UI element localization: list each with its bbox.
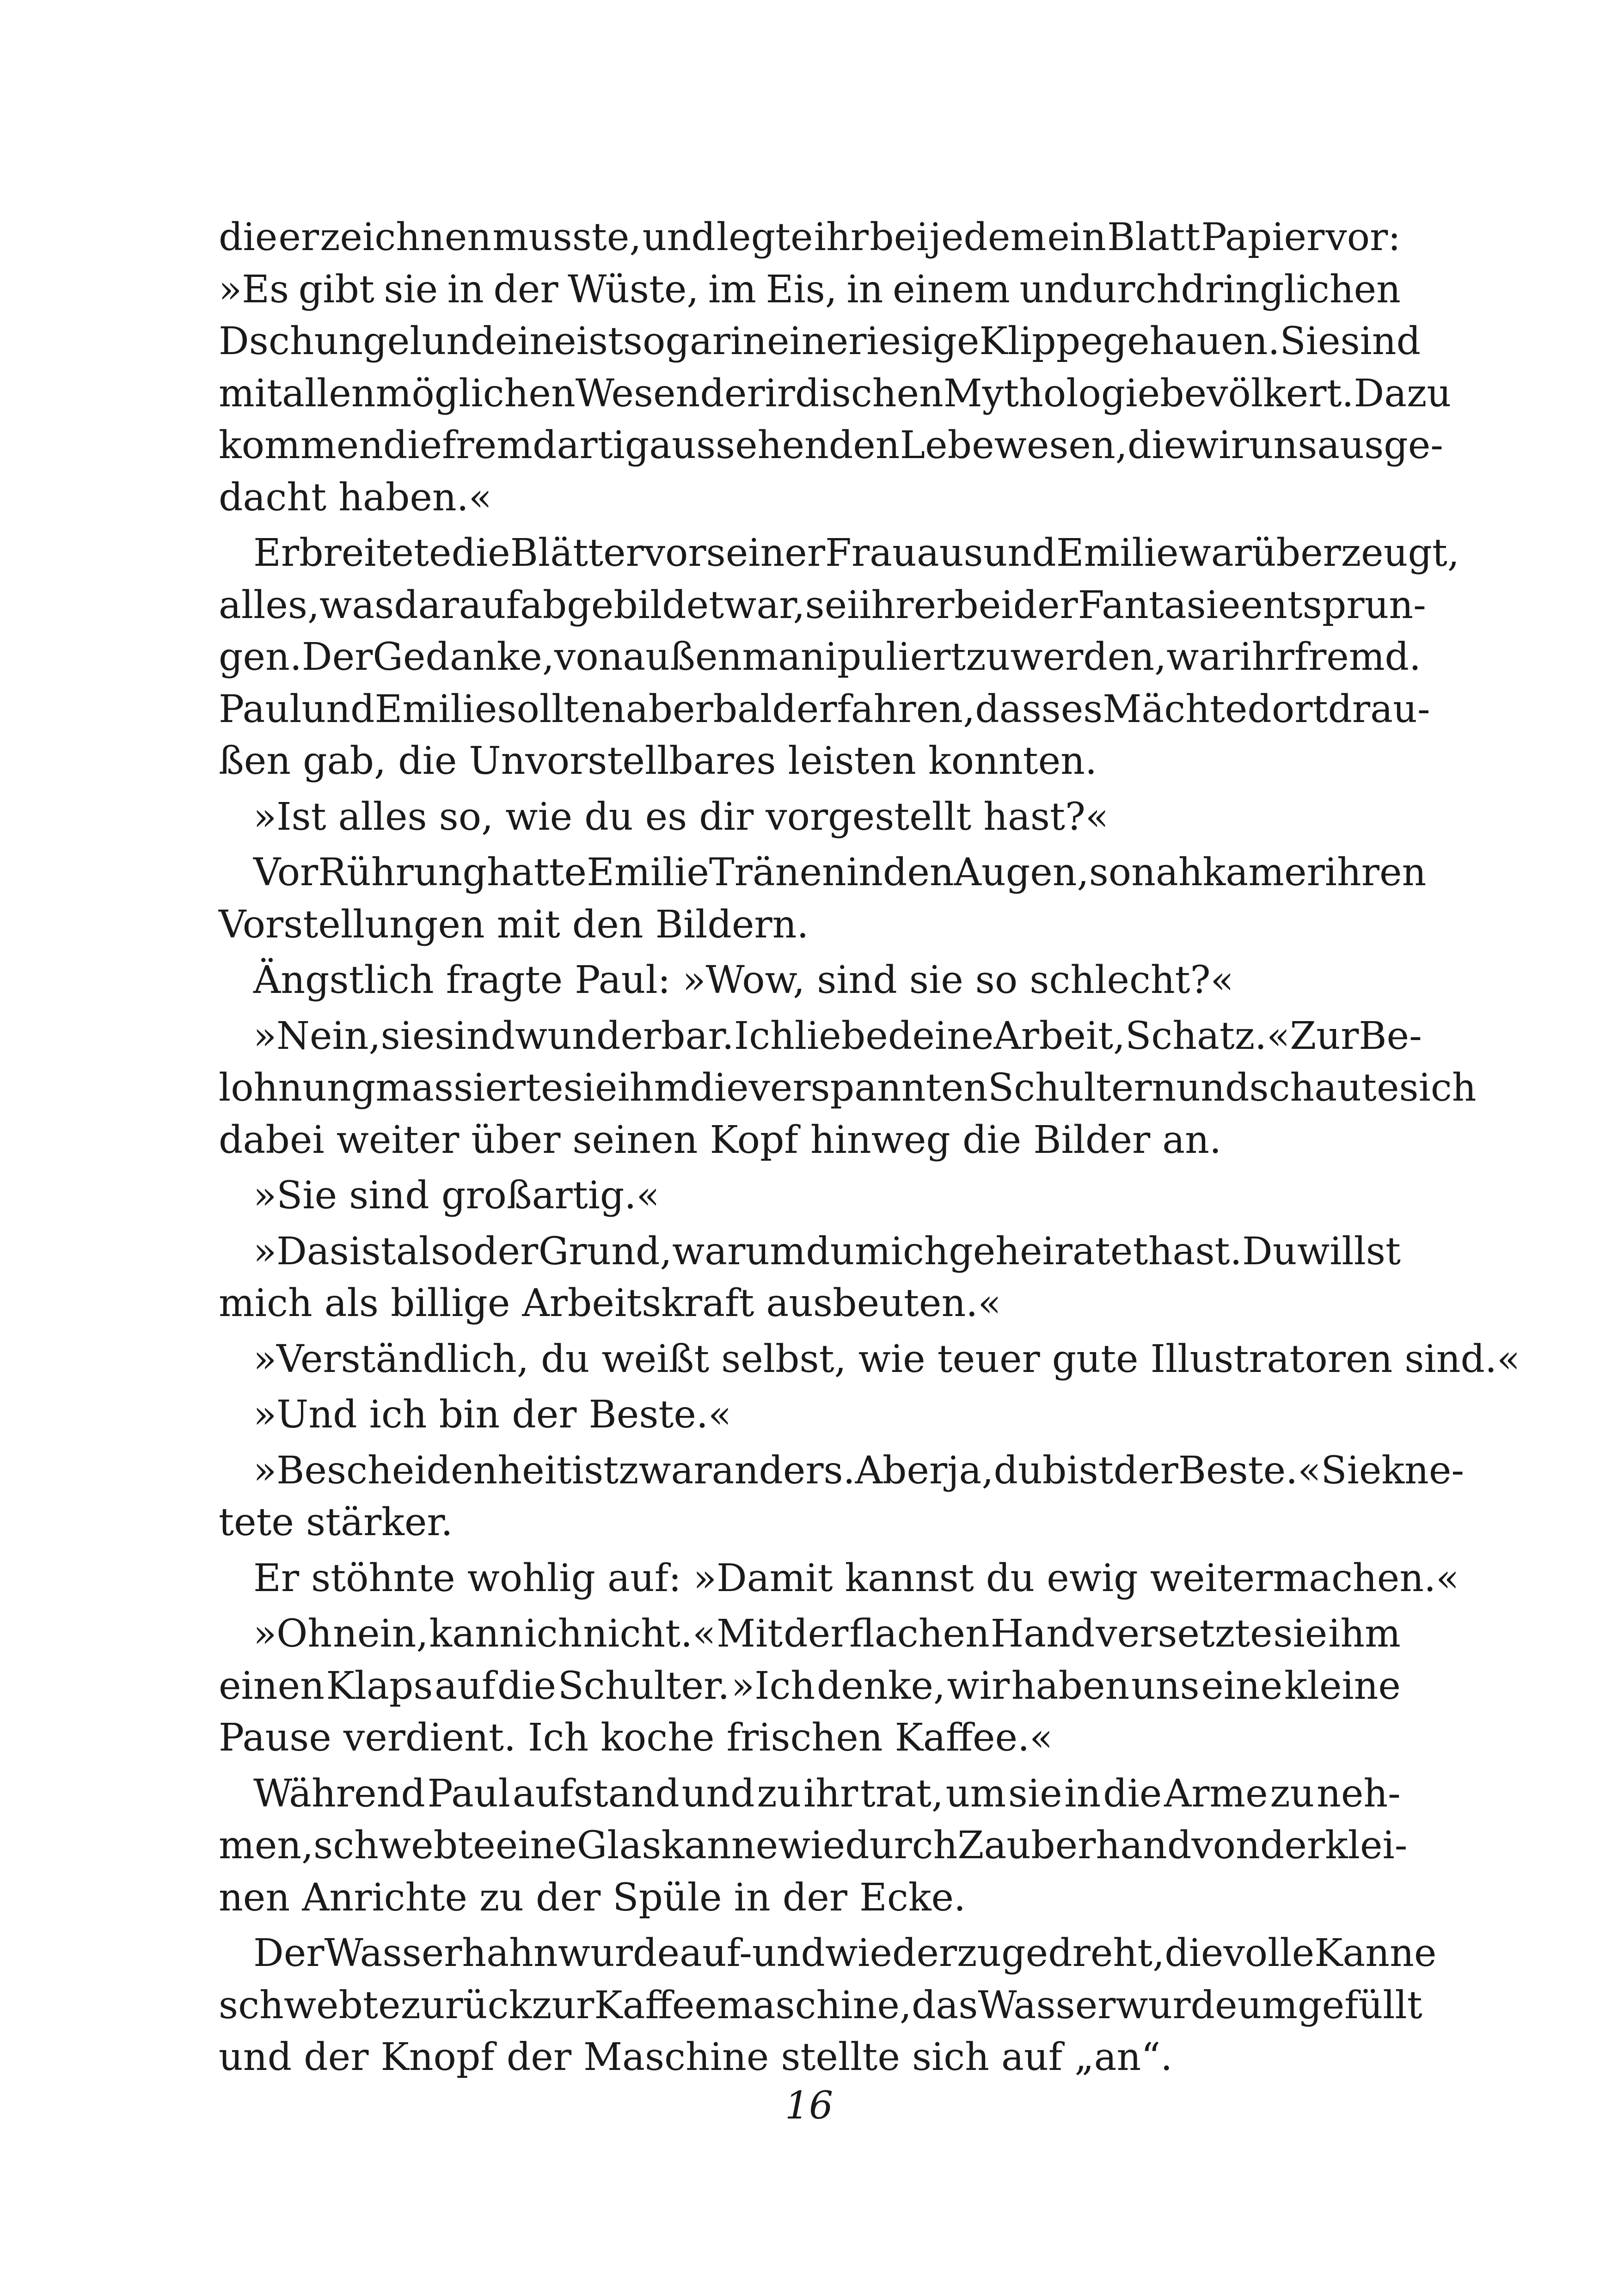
word: willst [1297, 1229, 1401, 1274]
word: werden, [1010, 635, 1167, 679]
word: ihm [1328, 1612, 1401, 1656]
word: die [1103, 1771, 1162, 1816]
word: ich [524, 1612, 582, 1656]
word: allen [282, 371, 376, 416]
word: die [451, 531, 510, 575]
word: darauf [394, 583, 520, 627]
word: manipuliert [742, 635, 966, 679]
word: gehauen. [1103, 319, 1280, 363]
word: kann [429, 1612, 524, 1656]
text-line [219, 1928, 1437, 1980]
word: außen [623, 635, 742, 679]
word: einem [892, 267, 1010, 312]
word: beider [954, 583, 1078, 627]
word: ihm [617, 1066, 690, 1110]
word: und [752, 1931, 825, 1975]
word: aber [625, 687, 713, 731]
word: schaute [1249, 1066, 1399, 1110]
word: eine [1201, 1664, 1283, 1708]
word: Schulter. [558, 1664, 730, 1708]
word: Arme [1164, 1771, 1268, 1816]
word: im [708, 267, 757, 312]
word: die [497, 1664, 556, 1708]
word: auf- [679, 1931, 752, 1975]
word: ihr [814, 215, 869, 259]
text-line [219, 527, 1459, 580]
word: denke, [816, 1664, 945, 1708]
word: die [1164, 1931, 1224, 1975]
word: kne- [1381, 1448, 1465, 1493]
word: anders. [711, 1448, 855, 1493]
word: zugedreht, [957, 1931, 1165, 1975]
word: in [846, 267, 883, 312]
word: wurde [1115, 1983, 1238, 2027]
text-line [219, 1226, 1401, 1278]
word: zur [532, 1983, 594, 2027]
word: riesige [848, 319, 980, 363]
word: Lebewesen, [900, 423, 1128, 467]
word: wurde [558, 1931, 680, 1975]
word: versetzte [1096, 1612, 1273, 1656]
word: aussehenden [649, 423, 900, 467]
word: sind [435, 1014, 515, 1058]
word: sie [384, 267, 438, 312]
word: neh- [1317, 1771, 1401, 1816]
word: schwebte [313, 1824, 496, 1867]
word: Vor [253, 851, 319, 894]
text-line [219, 1660, 1401, 1713]
text-line [219, 316, 1421, 368]
word: Ich [734, 1014, 795, 1058]
word: musste, [492, 215, 642, 259]
word: du [993, 1448, 1042, 1493]
word: Blatt [1107, 215, 1201, 259]
word: der [1260, 1824, 1325, 1867]
word: also [396, 1229, 473, 1274]
text-line: »Und ich bin der Beste.« [253, 1393, 732, 1437]
word: Aber [855, 1448, 948, 1493]
word: schwebte [219, 1983, 401, 2027]
word: »Ich [731, 1664, 815, 1708]
word: »Bescheidenheit [253, 1448, 572, 1493]
word: entsprun- [1240, 583, 1426, 627]
word: trat, [860, 1771, 944, 1816]
text-line [219, 631, 1422, 684]
word: Emilie [1056, 531, 1179, 575]
word: abgebildet [520, 583, 724, 627]
text-line [219, 1445, 1465, 1497]
word: erfahren, [796, 687, 975, 731]
body-text [219, 212, 1520, 2084]
word: der [700, 371, 765, 416]
text-line [219, 847, 1427, 899]
text-line: mich als billige Arbeitskraft ausbeuten.« [219, 1281, 1001, 1325]
word: gibt [298, 267, 374, 312]
word: Blätter [510, 531, 644, 575]
word: klei- [1325, 1824, 1408, 1867]
word: und [301, 687, 375, 731]
word: bald [713, 687, 797, 731]
word: ausge- [1317, 423, 1443, 467]
word: bevölkert. [1160, 371, 1354, 416]
word: der [473, 1229, 539, 1274]
word: sie [1008, 1771, 1062, 1816]
text-line: »Sie sind großartig.« [253, 1174, 660, 1218]
word: er [278, 215, 319, 259]
word: einen [219, 1664, 325, 1708]
word: den [883, 851, 954, 894]
word: Zauberhand [957, 1824, 1192, 1867]
word: Rührung [318, 851, 487, 894]
text-line [219, 1820, 1408, 1872]
word: fremdartig [442, 423, 650, 467]
word: Schatz.« [1125, 1014, 1290, 1058]
text-line [219, 212, 1401, 264]
word: eine [495, 1824, 577, 1867]
word: breitete [299, 531, 452, 575]
word: »Es [219, 267, 289, 312]
word: wir [947, 1664, 1010, 1708]
word: Tränen [709, 851, 846, 894]
word: warum [672, 1229, 806, 1274]
word: flachen [849, 1612, 990, 1656]
text-line [219, 580, 1426, 632]
word: zu [1270, 1771, 1315, 1816]
word: nah [1131, 851, 1203, 894]
word: Papier [1201, 215, 1325, 259]
word: sind [1340, 319, 1421, 363]
word: Augen, [954, 851, 1089, 894]
text-line [219, 1062, 1477, 1114]
text-line: Er stöhnte wohlig auf: »Damit kannst du ewig weitermachen.« [253, 1556, 1459, 1600]
word: es [1060, 687, 1103, 731]
word: eine [767, 319, 849, 363]
text-line [219, 368, 1452, 420]
word: Wüste, [568, 267, 699, 312]
word: überzeugt, [1251, 531, 1459, 575]
text-line [219, 1980, 1422, 2032]
word: Dazu [1354, 371, 1452, 416]
word: seiner [706, 531, 826, 575]
word: ein [1047, 215, 1106, 259]
text-line: und der Knopf der Maschine stellte sich auf „an“. [219, 2035, 1173, 2079]
word: uns [1249, 423, 1318, 467]
word: haben [1011, 1664, 1130, 1708]
word: in [846, 851, 883, 894]
word: sich [1399, 1066, 1477, 1110]
page-number: 16 [784, 2084, 834, 2128]
word: alles, [219, 583, 320, 627]
word: sogar [623, 319, 730, 363]
text-line [219, 1768, 1401, 1820]
word: nein, [333, 1612, 429, 1656]
word: und [1176, 1066, 1250, 1110]
word: die [383, 423, 442, 467]
word: und [642, 215, 716, 259]
word: vor [644, 531, 706, 575]
word: jedem [929, 215, 1047, 259]
word: gen. [219, 635, 302, 679]
word: möglichen [375, 371, 576, 416]
word: der [784, 1612, 849, 1656]
word: Fantasie [1078, 583, 1241, 627]
word: men, [219, 1824, 314, 1867]
word: sie [1273, 1612, 1328, 1656]
word: Während [253, 1771, 425, 1816]
word: mich [855, 1229, 949, 1274]
word: Mächte [1103, 687, 1248, 731]
word: von [554, 635, 623, 679]
word: sollten [497, 687, 626, 731]
text-line: tete stärker. [219, 1500, 453, 1544]
word: eine [495, 319, 576, 363]
word: zeichnen [320, 215, 492, 259]
word: zu [757, 1771, 802, 1816]
word: was [319, 583, 394, 627]
word: ihr [1239, 635, 1294, 679]
word: Kaffeemaschine, [594, 1983, 912, 2027]
word: die [219, 215, 278, 259]
word: massierte [375, 1066, 564, 1110]
word: auf [435, 1664, 496, 1708]
word: bist [1042, 1448, 1114, 1493]
word: Gedanke, [373, 635, 554, 679]
word: wir [1186, 423, 1249, 467]
word: undurchdringlichen [1019, 267, 1401, 312]
word: war, [724, 583, 805, 627]
word: fremd. [1294, 635, 1422, 679]
word: kleine [1284, 1664, 1401, 1708]
word: Be- [1359, 1014, 1422, 1058]
word: Beste.« [1178, 1448, 1321, 1493]
word: in [447, 267, 484, 312]
word: Zur [1290, 1014, 1359, 1058]
word: um [945, 1771, 1006, 1816]
text-line [219, 684, 1430, 736]
word: er [1284, 851, 1325, 894]
word: du [806, 1229, 855, 1274]
word: wie [778, 1824, 846, 1867]
word: sei [805, 583, 859, 627]
word: der [493, 267, 558, 312]
word: wieder [825, 1931, 957, 1975]
word: verspannten [748, 1066, 988, 1110]
word: Glaskanne [576, 1824, 778, 1867]
word: Der [301, 635, 373, 679]
text-line [219, 1608, 1401, 1660]
word: Wasserhahn [324, 1931, 558, 1975]
word: und [422, 319, 495, 363]
word: so [1089, 851, 1132, 894]
text-line: Vorstellungen mit den Bildern. [219, 902, 809, 947]
word: lohnung [219, 1066, 376, 1110]
word: geheiratet [949, 1229, 1148, 1274]
word: dass [975, 687, 1061, 731]
word: ihrer [859, 583, 955, 627]
word: ihr [803, 1771, 858, 1816]
word: die [690, 1066, 749, 1110]
word: Klippe [979, 319, 1103, 363]
text-line: Pause verdient. Ich koche frischen Kaffee.« [219, 1716, 1053, 1760]
word: Sie [1321, 1448, 1382, 1493]
text-line [219, 1010, 1422, 1063]
word: ja, [947, 1448, 994, 1493]
word: Paul [219, 687, 302, 731]
word: ihren [1324, 851, 1427, 894]
word: Eis, [766, 267, 837, 312]
word: bei [870, 215, 929, 259]
word: aus [916, 531, 983, 575]
word: aufstand [512, 1771, 680, 1816]
word: kommen [219, 423, 383, 467]
word: durch [845, 1824, 958, 1867]
word: Grund, [538, 1229, 672, 1274]
word: zwar [619, 1448, 712, 1493]
word: und [983, 531, 1056, 575]
word: in [730, 319, 767, 363]
word: Kanne [1314, 1931, 1437, 1975]
word: zurück [400, 1983, 532, 2027]
text-line [219, 264, 1401, 316]
word: uns [1131, 1664, 1200, 1708]
text-line: dacht haben.« [219, 475, 492, 520]
word: mit [219, 371, 282, 416]
word: Dschungel [219, 319, 422, 363]
word: legte [716, 215, 813, 259]
word: der [1113, 1448, 1178, 1493]
word: war [1166, 635, 1240, 679]
word: »Oh [253, 1612, 332, 1656]
word: »Das [253, 1229, 349, 1274]
word: umgefüllt [1237, 1983, 1422, 2027]
text-line [219, 420, 1443, 472]
text-line: »Verständlich, du weißt selbst, wie teuer gute Illustratoren sind.« [253, 1337, 1520, 1381]
word: zu [966, 635, 1011, 679]
word: hatte [486, 851, 587, 894]
word: Er [253, 531, 300, 575]
word: Der [253, 1931, 325, 1975]
word: volle [1223, 1931, 1315, 1975]
text-line: nen Anrichte zu der Spüle in der Ecke. [219, 1875, 966, 1920]
word: Paul [427, 1771, 510, 1816]
word: Wesen [575, 371, 700, 416]
word: Frau [825, 531, 917, 575]
word: kam [1202, 851, 1284, 894]
word: wunderbar. [515, 1014, 734, 1058]
word: die [1127, 423, 1187, 467]
word: Arbeit, [993, 1014, 1126, 1058]
word: Sie [1280, 319, 1341, 363]
word: Klaps [326, 1664, 433, 1708]
word: »Nein, [253, 1014, 381, 1058]
text-line: Ängstlich fragte Paul: »Wow, sind sie so schlecht?« [253, 958, 1234, 1002]
word: ist [571, 1448, 619, 1493]
word: liebe [794, 1014, 888, 1058]
word: von [1191, 1824, 1260, 1867]
word: dort [1247, 687, 1328, 731]
word: Wasser [978, 1983, 1116, 2027]
word: Hand [990, 1612, 1095, 1656]
word: deine [888, 1014, 994, 1058]
word: hast. [1148, 1229, 1242, 1274]
word: sie [380, 1014, 435, 1058]
word: ist [576, 319, 623, 363]
word: Emilie [374, 687, 497, 731]
word: irdischen [765, 371, 944, 416]
word: vor: [1325, 215, 1401, 259]
word: Emilie [587, 851, 709, 894]
word: Mit [717, 1612, 783, 1656]
text-line: »Ist alles so, wie du es dir vorgestellt hast?« [253, 795, 1109, 839]
word: nicht.« [583, 1612, 716, 1656]
text-line: dabei weiter über seinen Kopf hinweg die Bilder an. [219, 1118, 1222, 1162]
word: das [911, 1983, 978, 2027]
word: Du [1242, 1229, 1297, 1274]
text-line: ßen gab, die Unvorstellbares leisten konnten. [219, 739, 1097, 783]
word: sie [563, 1066, 618, 1110]
word: in [1064, 1771, 1101, 1816]
word: war [1178, 531, 1252, 575]
word: drau- [1328, 687, 1430, 731]
word: Mythologie [943, 371, 1160, 416]
word: und [681, 1771, 755, 1816]
word: ist [349, 1229, 396, 1274]
word: Schultern [987, 1066, 1177, 1110]
